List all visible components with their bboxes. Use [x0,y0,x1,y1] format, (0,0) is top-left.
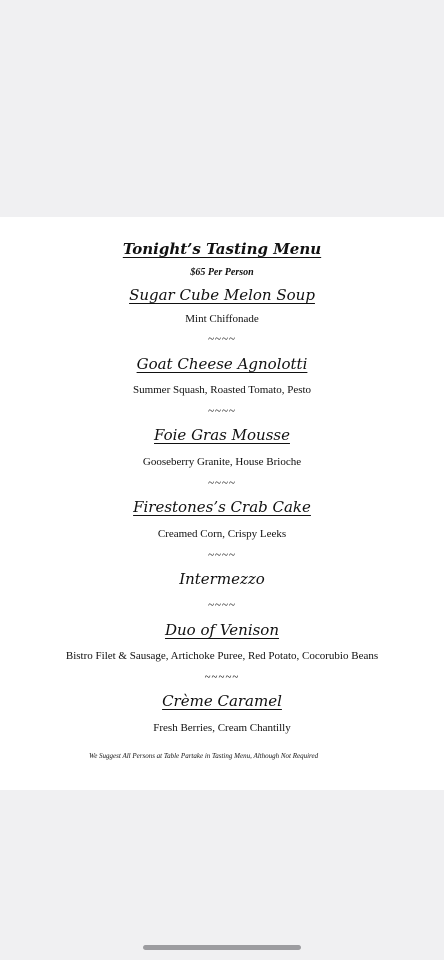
menu-footnote: We Suggest All Persons at Table Partake in Tasting Menu, Although Not Required [89,752,319,760]
course-name-1-text: Sugar Cube Melon Soup [129,286,315,304]
course-separator-2: ~~~~ [208,405,236,417]
course-separator-5: ~~~~ [208,599,236,611]
course-name-3 [0,426,444,444]
course-separator-3: ~~~~ [208,477,236,489]
course-name-7 [0,692,444,710]
menu-title: Tonight’s Tasting Menu [122,240,322,258]
course-name-1 [0,286,444,304]
menu-price: $65 Per Person [190,267,254,278]
course-name-2 [0,355,444,373]
course-desc-4: Creamed Corn, Crispy Leeks [157,528,287,540]
course-name-5: Intermezzo [179,570,265,588]
course-name-4-text: Firestones’s Crab Cake [133,498,311,516]
course-desc-1: Mint Chiffonade [185,313,259,325]
course-name-7-text: Crème Caramel [162,692,282,710]
course-name-6-text: Duo of Venison [164,621,280,639]
home-indicator[interactable] [143,945,301,950]
course-separator-1: ~~~~ [208,333,236,345]
course-desc-6: Bistro Filet & Sausage, Artichoke Puree, Red Potato, Cocorubio Beans [65,650,379,662]
course-name-3-text: Foie Gras Mousse [154,426,290,444]
course-name-4 [0,498,444,516]
course-desc-7: Fresh Berries, Cream Chantilly [153,722,291,734]
course-name-2-text: Goat Cheese Agnolotti [136,355,308,373]
course-separator-4: ~~~~ [208,549,236,561]
course-desc-3: Gooseberry Granite, House Brioche [142,456,302,468]
course-separator-6: ~~~~~ [204,671,240,683]
course-name-6 [0,621,444,639]
course-desc-2: Summer Squash, Roasted Tomato, Pesto [132,384,312,396]
